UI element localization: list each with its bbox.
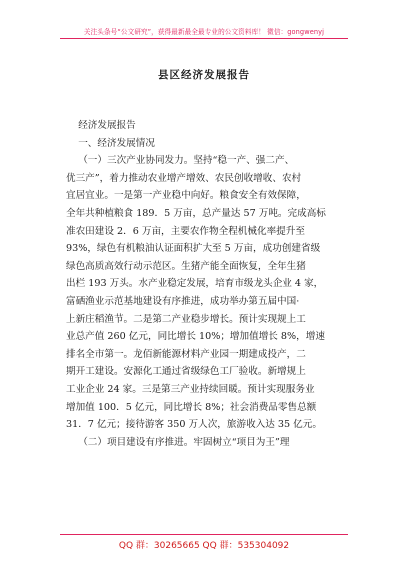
body-line: 经济发展报告: [66, 120, 136, 131]
body-line: 增加值 100．5 亿元，同比增长 8%；社会消费品零售总额: [66, 401, 317, 413]
body-line: 一、经济发展情况: [66, 137, 155, 149]
body-line: 上新庄稻渔节。二是第二产业稳步增长。预计实现规上工: [66, 313, 306, 325]
body-line: 出栏 193 万头。水产业稳定发展，培育市级龙头企业 4 家，: [66, 278, 324, 290]
body-line: 绿色高质高效行动示范区。生猪产能全面恢复，全年生猪: [66, 260, 306, 272]
body-line: （二）项目建设有序推进。牢固树立“项目为王”理: [66, 436, 290, 448]
body-line: 宜居宜业。一是第一产业稳中向好。粮食安全有效保障，: [66, 190, 306, 202]
body-line: 工业企业 24 家。三是第三产业持续回暖。预计实现服务业: [66, 383, 315, 395]
body-line: 排名全市第一。龙佰新能源材料产业园一期建成投产，二: [66, 348, 306, 360]
header-promo-text: 关注头条号“公文研究”，获得最新最全最专业的公文资料库！ 微信：gongwenyj: [83, 28, 325, 36]
footer-divider: [60, 534, 348, 535]
body-line: 准农田建设 2．6 万亩，主要农作物全程机械化率提升至: [66, 225, 305, 237]
body-line: 富硒渔业示范基地建设有序推进，成功举办第五届中国·: [66, 295, 300, 307]
footer-contact-text: QQ 群：30265665 QQ 群：535304092: [118, 541, 290, 551]
body-line: 优三产”，着力推动农业增产增效、农民创收增收、农村: [66, 172, 302, 184]
document-body: [66, 117, 354, 451]
body-line: 31．7 亿元；接待游客 350 万人次，旅游收入达 35 亿元。: [66, 419, 322, 431]
body-line: 全年共种植粮食 189．5 万亩，总产量达 57 万吨。完成高标: [66, 207, 326, 219]
body-line: 业总产值 260 亿元，同比增长 10%；增加值增长 8%，增速: [66, 331, 325, 343]
body-line: 93%，绿色有机粮油认证面积扩大至 5 万亩，成功创建省级: [66, 243, 321, 255]
header-divider: [60, 38, 348, 39]
body-line: 期开工建设。安源化工通过省级绿色工厂验收。新增规上: [66, 366, 306, 378]
document-title: 县区经济发展报告: [158, 69, 250, 81]
body-line: （一）三次产业协同发力。坚持“稳一产、强二产、: [66, 155, 295, 167]
